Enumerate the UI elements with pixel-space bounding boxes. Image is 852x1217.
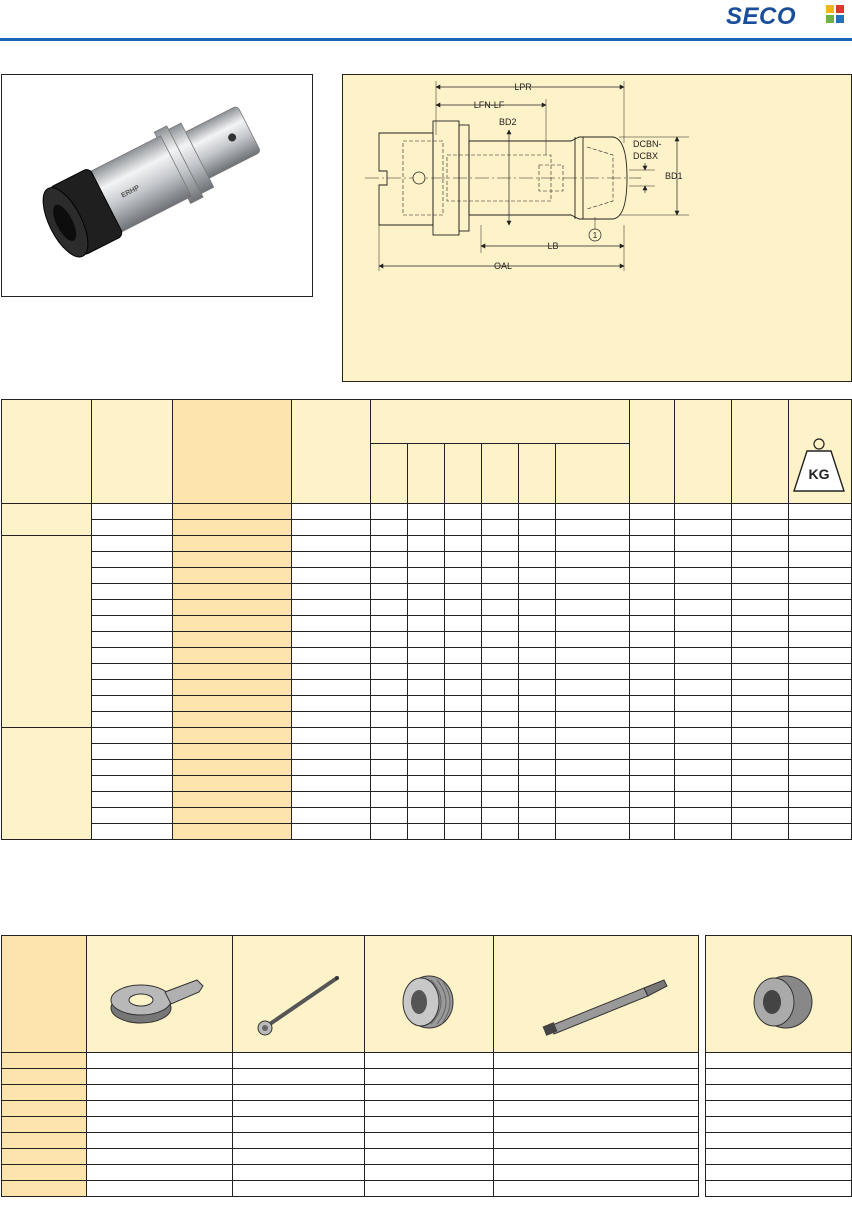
table-row — [2, 1149, 699, 1165]
table-row — [2, 504, 852, 520]
weight-header — [789, 400, 852, 504]
table-row — [2, 1117, 699, 1133]
table-row — [2, 744, 852, 760]
torque-key-icon — [233, 936, 365, 1047]
dim-label-dcbx: DCBX — [633, 151, 659, 161]
table-row — [2, 520, 852, 536]
accessories-table — [1, 935, 699, 1197]
table-row — [2, 1085, 699, 1101]
spec-table — [1, 399, 852, 840]
c-spanner-icon — [87, 936, 233, 1047]
table-row — [706, 1133, 852, 1149]
table-row — [2, 776, 852, 792]
table-row — [2, 824, 852, 840]
dim-label-lb: LB — [547, 241, 559, 251]
dim-label-bd1: BD1 — [665, 171, 683, 181]
header-rule — [0, 38, 852, 41]
threaded-ring-icon — [365, 936, 494, 1047]
table-row — [706, 1149, 852, 1165]
table-row — [2, 600, 852, 616]
table-row — [2, 664, 852, 680]
table-row — [2, 1069, 699, 1085]
weight-icon-label: KG — [808, 466, 830, 482]
seco-logo-mark-icon — [826, 5, 844, 23]
table-row — [2, 728, 852, 744]
table-row — [2, 632, 852, 648]
table-row — [2, 680, 852, 696]
table-row — [2, 1053, 699, 1069]
dim-label-lfn-lf: LFN-LF — [473, 100, 505, 110]
table-row — [706, 1053, 852, 1069]
product-photo — [1, 74, 313, 297]
dimension-drawing — [342, 74, 852, 382]
weight-kg-icon — [789, 400, 849, 498]
table-row — [2, 536, 852, 552]
collet-nut-icon — [706, 936, 852, 1047]
table-row — [2, 648, 852, 664]
coolant-tube-icon — [494, 936, 699, 1047]
table-row — [2, 616, 852, 632]
table-row — [2, 552, 852, 568]
dim-label-lpr: LPR — [514, 82, 532, 92]
collet-nut-table — [705, 935, 852, 1197]
callout-1: 1 — [592, 231, 598, 240]
table-row — [2, 792, 852, 808]
photo-marking: ERHP — [120, 184, 141, 200]
accessory-shaft — [494, 936, 699, 1053]
dim-label-bd2: BD2 — [499, 117, 517, 127]
table-row — [706, 1101, 852, 1117]
table-row — [2, 568, 852, 584]
table-row — [2, 808, 852, 824]
table-row — [706, 1069, 852, 1085]
table-row — [706, 1165, 852, 1181]
seco-logo: SECO — [726, 3, 797, 30]
table-row — [2, 1101, 699, 1117]
accessory-spanner — [87, 936, 233, 1053]
table-row — [2, 712, 852, 728]
accessory-collet-nut — [706, 936, 852, 1053]
table-row — [706, 1181, 852, 1197]
dim-label-oal: OAL — [493, 261, 513, 271]
table-row — [2, 1181, 699, 1197]
table-row — [2, 1165, 699, 1181]
table-row — [2, 584, 852, 600]
table-row — [2, 1133, 699, 1149]
accessory-thread-ring — [365, 936, 494, 1053]
dim-label-dcbn: DCBN- — [633, 139, 662, 149]
table-row — [2, 760, 852, 776]
table-row — [706, 1085, 852, 1101]
table-row — [706, 1117, 852, 1133]
table-row — [2, 696, 852, 712]
accessory-torque-key — [233, 936, 365, 1053]
